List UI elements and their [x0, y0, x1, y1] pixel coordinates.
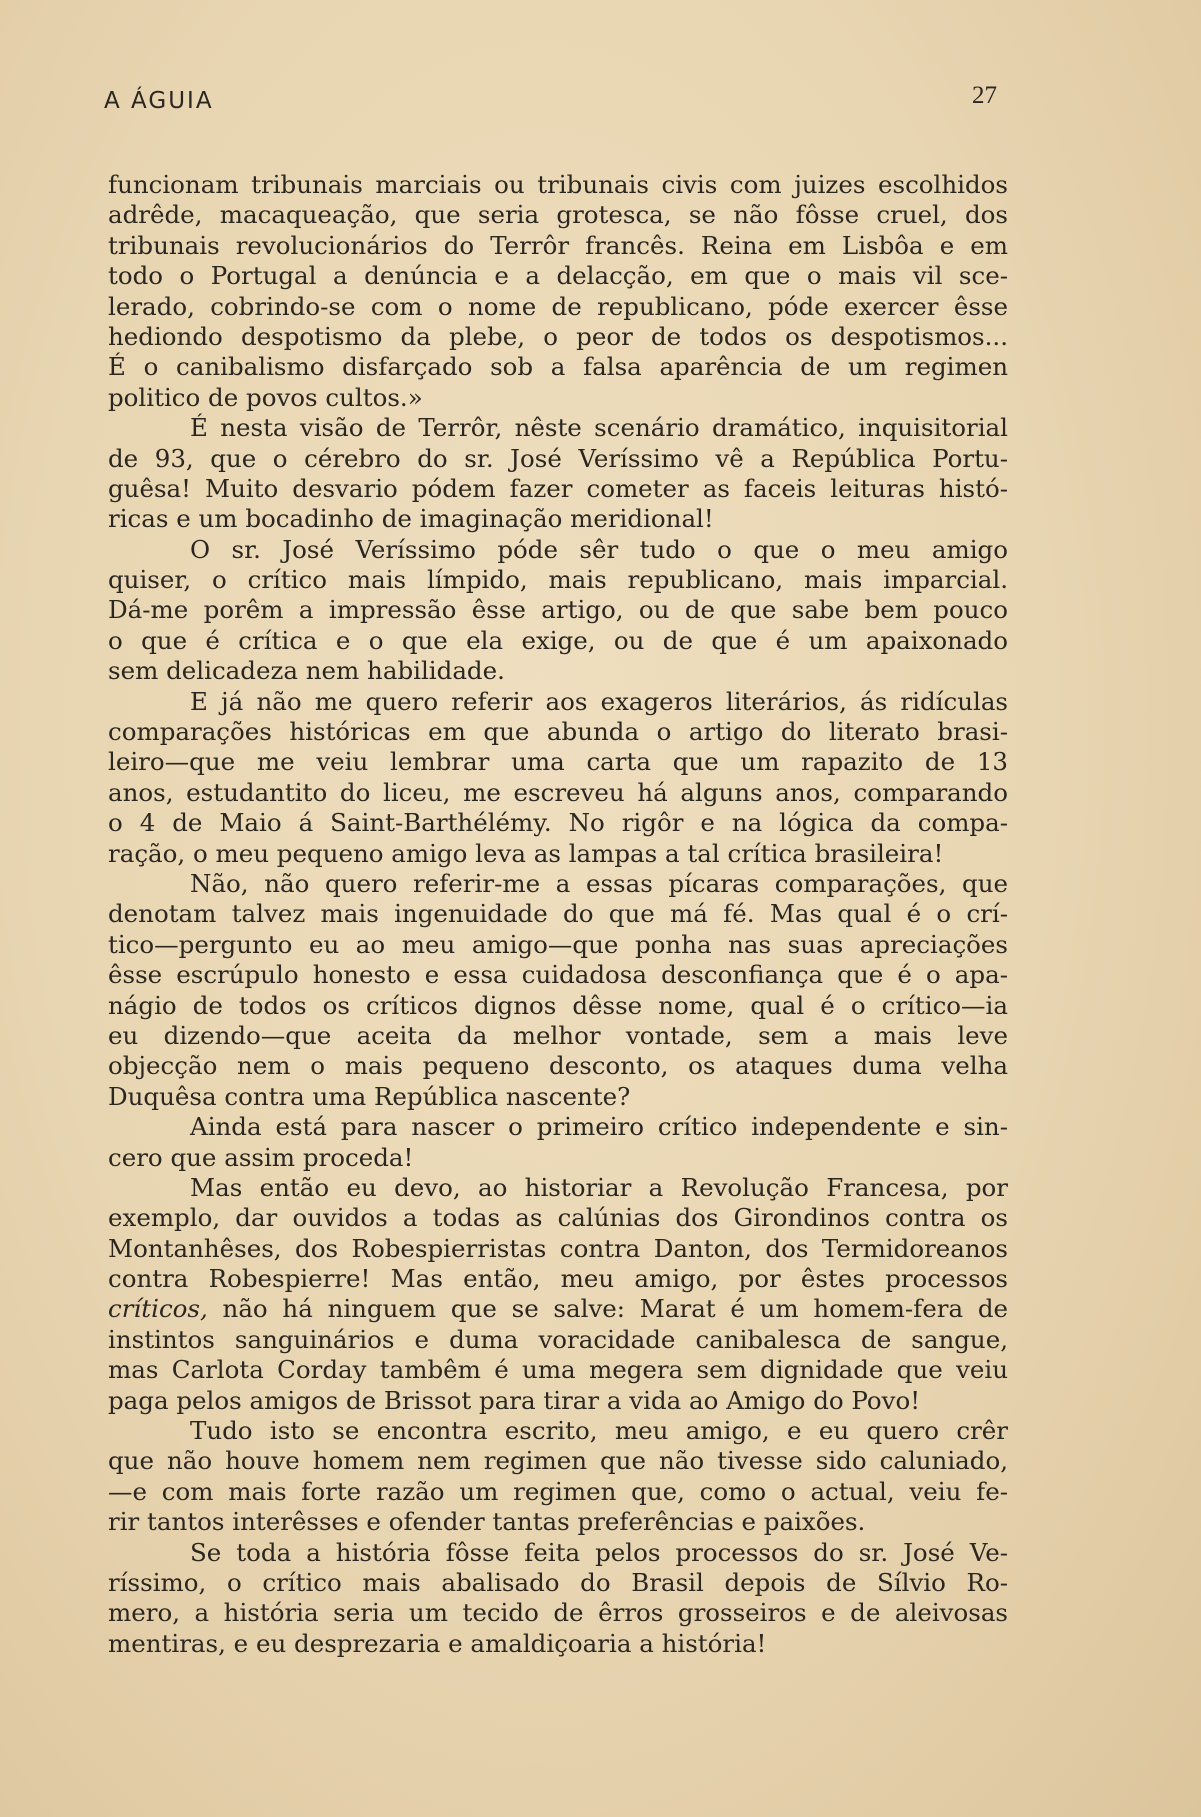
text-line: adrêde, macaqueação, que seria grotesca, se não fôsse cruel, dos — [108, 200, 1008, 230]
body-text — [108, 170, 1008, 1659]
text-line: nágio de todos os críticos dignos dêsse nome, qual é o crítico—ia — [108, 990, 1008, 1020]
text-line: —e com mais forte razão um regimen que, como o actual, veiu fe- — [108, 1476, 1008, 1506]
text-line: Tudo isto se encontra escrito, meu amigo, e eu quero crêr — [190, 1416, 1008, 1446]
text-line: rir tantos interêsses e ofender tantas preferências e paixões. — [108, 1507, 866, 1537]
text-line: sem delicadeza nem habilidade. — [108, 656, 505, 686]
text-line: leiro—que me veiu lembrar uma carta que um rapazito de 13 — [108, 747, 1008, 777]
text-line: comparações históricas em que abunda o artigo do literato brasi- — [108, 717, 1008, 747]
text-line: mero, a história seria um tecido de êrros grosseiros e de aleivosas — [108, 1598, 1008, 1628]
text-line: Não, não quero referir-me a essas pícaras comparações, que — [190, 868, 1008, 898]
text-line: É o canibalismo disfarçado sob a falsa aparência de um regimen — [108, 352, 1008, 382]
text-line: Duquêsa contra uma República nascente? — [108, 1081, 631, 1111]
text-line: tribunais revolucionários do Terrôr francês. Reina em Lisbôa e em — [108, 230, 1008, 260]
line-remainder: não há ninguem que se salve: Marat é um homem-fera de — [207, 1294, 1008, 1324]
text-line: hediondo despotismo da plebe, o peor de todos os despotismos... — [108, 321, 1008, 351]
text-line: lerado, cobrindo-se com o nome de republicano, póde exercer êsse — [108, 291, 1008, 321]
text-line: tico—pergunto eu ao meu amigo—que ponha nas suas apreciações — [108, 929, 1008, 959]
text-line: Ainda está para nascer o primeiro crítico independente e sin- — [190, 1112, 1008, 1142]
text-line: exemplo, dar ouvidos a todas as calúnias dos Girondinos contra os — [108, 1203, 1008, 1233]
text-line: objecção nem o mais pequeno desconto, os ataques duma velha — [108, 1051, 1008, 1081]
text-line — [108, 1294, 1008, 1324]
text-line: ricas e um bocadinho de imaginação meridional! — [108, 504, 714, 534]
text-line: O sr. José Veríssimo póde sêr tudo o que o meu amigo — [190, 534, 1008, 564]
italic-word: críticos, — [108, 1294, 208, 1324]
text-line: Se toda a história fôsse feita pelos processos do sr. José Ve- — [190, 1537, 1008, 1567]
text-line: ríssimo, o crítico mais abalisado do Brasil depois de Sílvio Ro- — [108, 1567, 1008, 1597]
text-line: mentiras, e eu desprezaria e amaldiçoaria a história! — [108, 1628, 767, 1658]
text-line: quiser, o crítico mais límpido, mais republicano, mais imparcial. — [108, 565, 1008, 595]
text-line: funcionam tribunais marciais ou tribunais civis com juizes escolhidos — [108, 170, 1008, 199]
text-line: E já não me quero referir aos exageros literários, ás ridículas — [190, 686, 1008, 716]
text-line: eu dizendo—que aceita da melhor vontade, sem a mais leve — [108, 1020, 1008, 1050]
text-line: anos, estudantito do liceu, me escreveu há alguns anos, comparando — [108, 777, 1008, 807]
text-line: denotam talvez mais ingenuidade do que má fé. Mas qual é o crí- — [108, 899, 1008, 929]
text-line: Dá-me porêm a impressão êsse artigo, ou de que sabe bem pouco — [108, 595, 1008, 625]
text-line: todo o Portugal a denúncia e a delacção, em que o mais vil sce- — [108, 261, 1008, 291]
text-line: guêsa! Muito desvario pódem fazer cometer as faceis leituras histó- — [108, 473, 1008, 503]
text-line: Mas então eu devo, ao historiar a Revolução Francesa, por — [190, 1172, 1008, 1202]
text-line: paga pelos amigos de Brissot para tirar a vida ao Amigo do Povo! — [108, 1385, 921, 1415]
page-number: 27 — [972, 82, 997, 109]
text-line: o que é crítica e o que ela exige, ou de que é um apaixonado — [108, 625, 1008, 655]
text-line: politico de povos cultos.» — [108, 382, 423, 412]
text-line: contra Robespierre! Mas então, meu amigo, por êstes processos — [108, 1264, 1008, 1294]
text-line: É nesta visão de Terrôr, nêste scenário dramático, inquisitorial — [190, 413, 1008, 443]
running-title: A ÁGUIA — [104, 88, 214, 114]
text-line: que não houve homem nem regimen que não tivesse sido caluniado, — [108, 1446, 1008, 1476]
text-line: Montanhêses, dos Robespierristas contra Danton, dos Termidoreanos — [108, 1233, 1008, 1263]
text-line: cero que assim proceda! — [108, 1142, 414, 1172]
text-line: ração, o meu pequeno amigo leva as lampas a tal crítica brasileira! — [108, 838, 944, 868]
text-line: mas Carlota Corday tambêm é uma megera sem dignidade que veiu — [108, 1355, 1008, 1385]
text-line: êsse escrúpulo honesto e essa cuidadosa desconfiança que é o apa- — [108, 960, 1008, 990]
text-line: instintos sanguinários e duma voracidade canibalesca de sangue, — [108, 1324, 1008, 1354]
text-line: o 4 de Maio á Saint-Barthélémy. No rigôr e na lógica da compa- — [108, 808, 1008, 838]
text-line: de 93, que o cérebro do sr. José Veríssimo vê a República Portu- — [108, 443, 1008, 473]
